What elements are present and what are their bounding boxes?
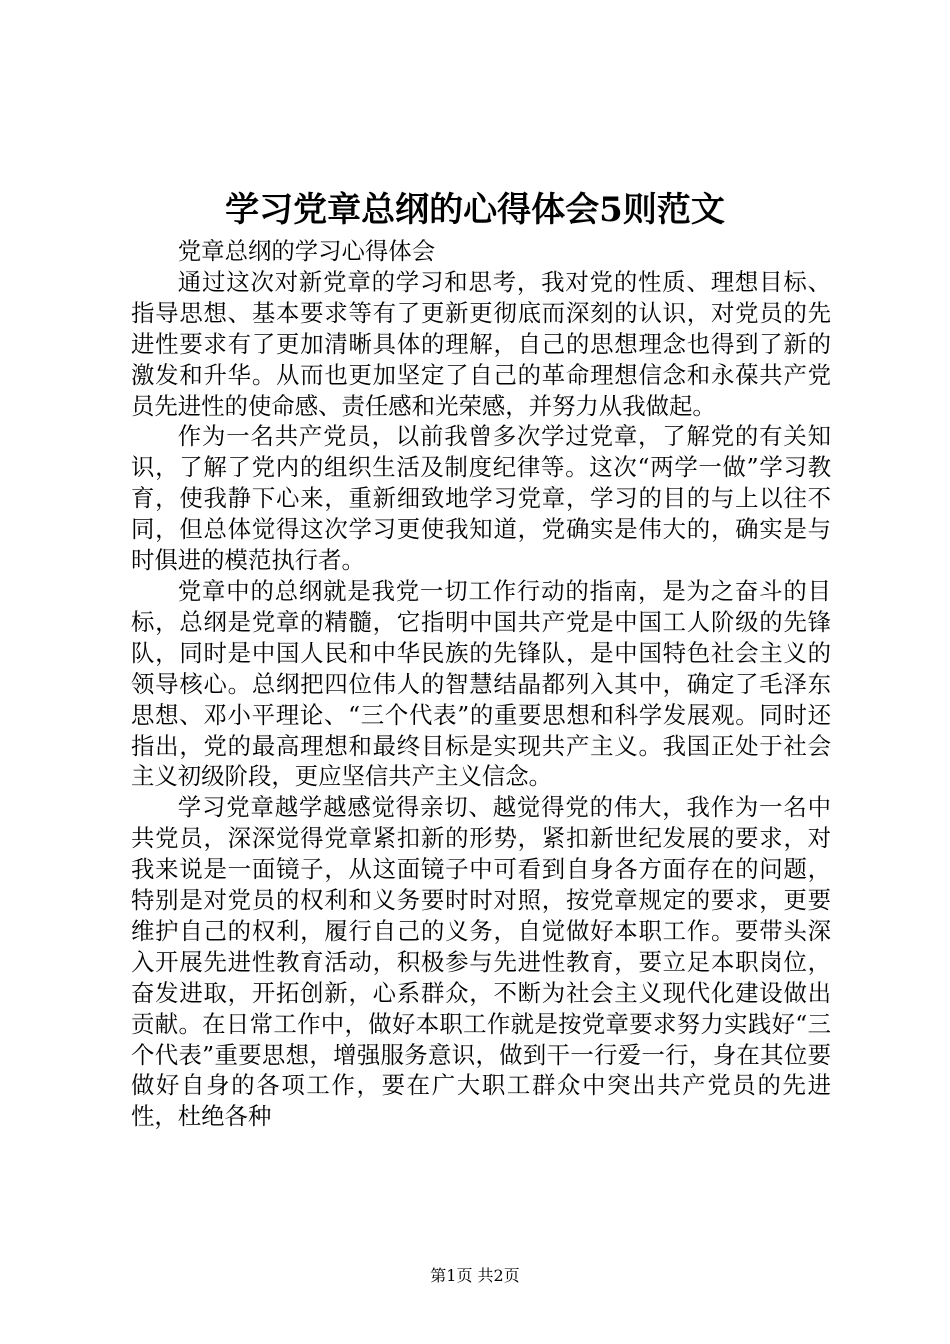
paragraph: 党章中的总纲就是我党一切工作行动的指南，是为之奋斗的目标，总纲是党章的精髓，它指明中国共产党是中国工人阶级的先锋队，同时是中国人民和中华民族的先锋队，是中国特色社会主义的领导核心。总纲把四位伟人的智慧结晶都列入其中，确定了毛泽东思想、邓小平理论、“三个代表”的重要思想和科学发展观。同时还指出，党的最高理想和最终目标是实现共产主义。我国正处于社会主义初级阶段，更应坚信共产主义信念。	[131, 576, 831, 791]
paragraph: 学习党章越学越感觉得亲切、越觉得党的伟大，我作为一名中共党员，深深觉得党章紧扣新的形势，紧扣新世纪发展的要求，对我来说是一面镜子，从这面镜子中可看到自身各方面存在的问题，特别是对党员的权利和义务要时时对照，按党章规定的要求，更要维护自己的权利，履行自己的义务，自觉做好本职工作。要带头深入开展先进性教育活动，积极参与先进性教育，要立足本职岗位，奋发进取，开拓创新，心系群众，不断为社会主义现代化建设做出贡献。在日常工作中，做好本职工作就是按党章要求努力实践好“三个代表”重要思想，增强服务意识，做到干一行爱一行，身在其位要做好自身的各项工作，要在广大职工群众中突出共产党员的先进性，杜绝各种	[131, 793, 831, 1131]
paragraph: 作为一名共产党员，以前我曾多次学过党章，了解党的有关知识，了解了党内的组织生活及制度纪律等。这次“两学一做”学习教育，使我静下心来，重新细致地学习党章，学习的目的与上以往不同，但总体觉得这次学习更使我知道，党确实是伟大的，确实是与时俱进的模范执行者。	[131, 422, 831, 575]
paragraph: 通过这次对新党章的学习和思考，我对党的性质、理想目标、指导思想、基本要求等有了更新更彻底而深刻的认识，对党员的先进性要求有了更加清晰具体的理解，自己的思想理念也得到了新的激发和升华。从而也更加坚定了自己的革命理想信念和永葆共产党员先进性的使命感、责任感和光荣感，并努力从我做起。	[131, 267, 831, 420]
paragraph-subtitle: 党章总纲的学习心得体会	[177, 237, 436, 265]
document-title: 学习党章总纲的心得体会5则范文	[225, 190, 725, 230]
page-footer: 第1页 共2页	[430, 1266, 520, 1285]
document-body	[131, 236, 831, 1132]
